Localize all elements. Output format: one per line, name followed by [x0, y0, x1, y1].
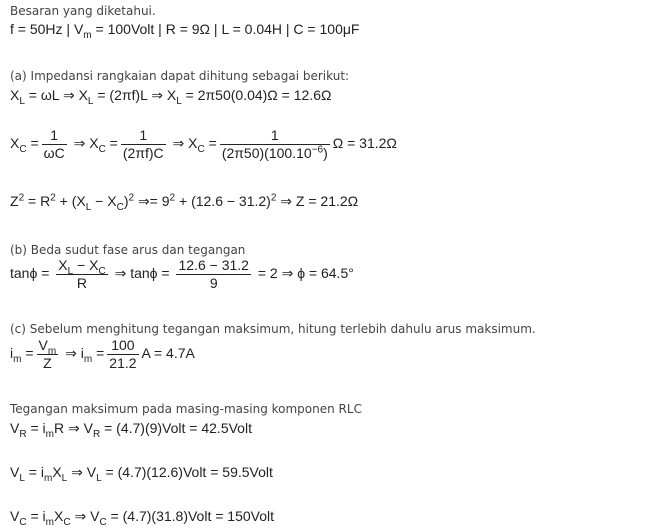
vl-equation: $V_L = i_mX_L$ ⇒ $V_L$ = (4.7)(12.6)Volt = 59.5Volt	[10, 464, 273, 484]
part-a-heading: (a) Impedansi rangkaian dapat dihitung sebagai berikut:	[10, 69, 350, 83]
given-heading: Besaran yang diketahui.	[10, 4, 156, 18]
impedance-equation: $Z^2 = R^2 + (X_L - X_C)^2$ ⇒= $9^2 + (12.6 - 31.2)^2$ ⇒ Z = 21.2Ω	[10, 192, 359, 213]
current-fraction-1: $\frac{V_m}{Z}$	[38, 337, 57, 371]
part-c-heading: (c) Sebelum menghitung tegangan maksimum, hitung terlebih dahulu arus maksimum.	[10, 322, 536, 336]
max-current-equation: $i_m$ = $\frac{V_m}{Z}$ ⇒ $i_m$ = $\frac{100}{21.2}$ A = 4.7A	[10, 337, 195, 371]
xc-fraction-1: $\frac{1}{\omega C}$	[43, 127, 65, 161]
voltage-heading: Tegangan maksimum pada masing-masing komponen RLC	[10, 402, 362, 416]
current-fraction-2: $\frac{100}{21.2}$	[109, 337, 137, 371]
xl-equation: $X_L = \omega L$ ⇒ $X_L = (2\pi f)L$ ⇒ $X_L = 2\pi 50(0.04)\Omega = 12.6\Omega$	[10, 87, 332, 107]
phase-fraction-2: $\frac{12.6 - 31.2}{9}$	[178, 257, 249, 291]
xc-fraction-2: $\frac{1}{(2\pi f)C}$	[122, 127, 164, 161]
vr-equation: $V_R = i_mR$ ⇒ $V_R$ = (4.7)(9)Volt = 42.5Volt	[10, 420, 252, 440]
phase-fraction-1: $\frac{X_L - X_C}{R}$	[58, 257, 106, 291]
part-b-heading: (b) Beda sudut fase arus dan tegangan	[10, 243, 246, 257]
vc-equation: $V_C = i_mX_C$ ⇒ $V_C$ = (4.7)(31.8)Volt = 150Volt	[10, 508, 275, 528]
given-values: f = 50Hz | $V_m$ = 100Volt | R = 9Ω | L = 0.04H | C = 100μF	[10, 21, 360, 41]
phase-angle-equation: tanϕ = $\frac{X_L - X_C}{R}$ ⇒ tanϕ = $\frac{12.6 - 31.2}{9}$ = 2 ⇒ ϕ = 64.5°	[10, 257, 354, 291]
xc-equation: $X_C$ = $\frac{1}{\omega C}$ ⇒ $X_C$ = $\frac{1}{(2\pi f)C}$ ⇒ $X_C$ = $\frac{1}{(2\pi 50)(100.10^{-6})}$ Ω = 31.2Ω	[10, 127, 397, 161]
xc-fraction-3: $\frac{1}{(2\pi 50)(100.10^{-6})}$	[221, 127, 328, 161]
